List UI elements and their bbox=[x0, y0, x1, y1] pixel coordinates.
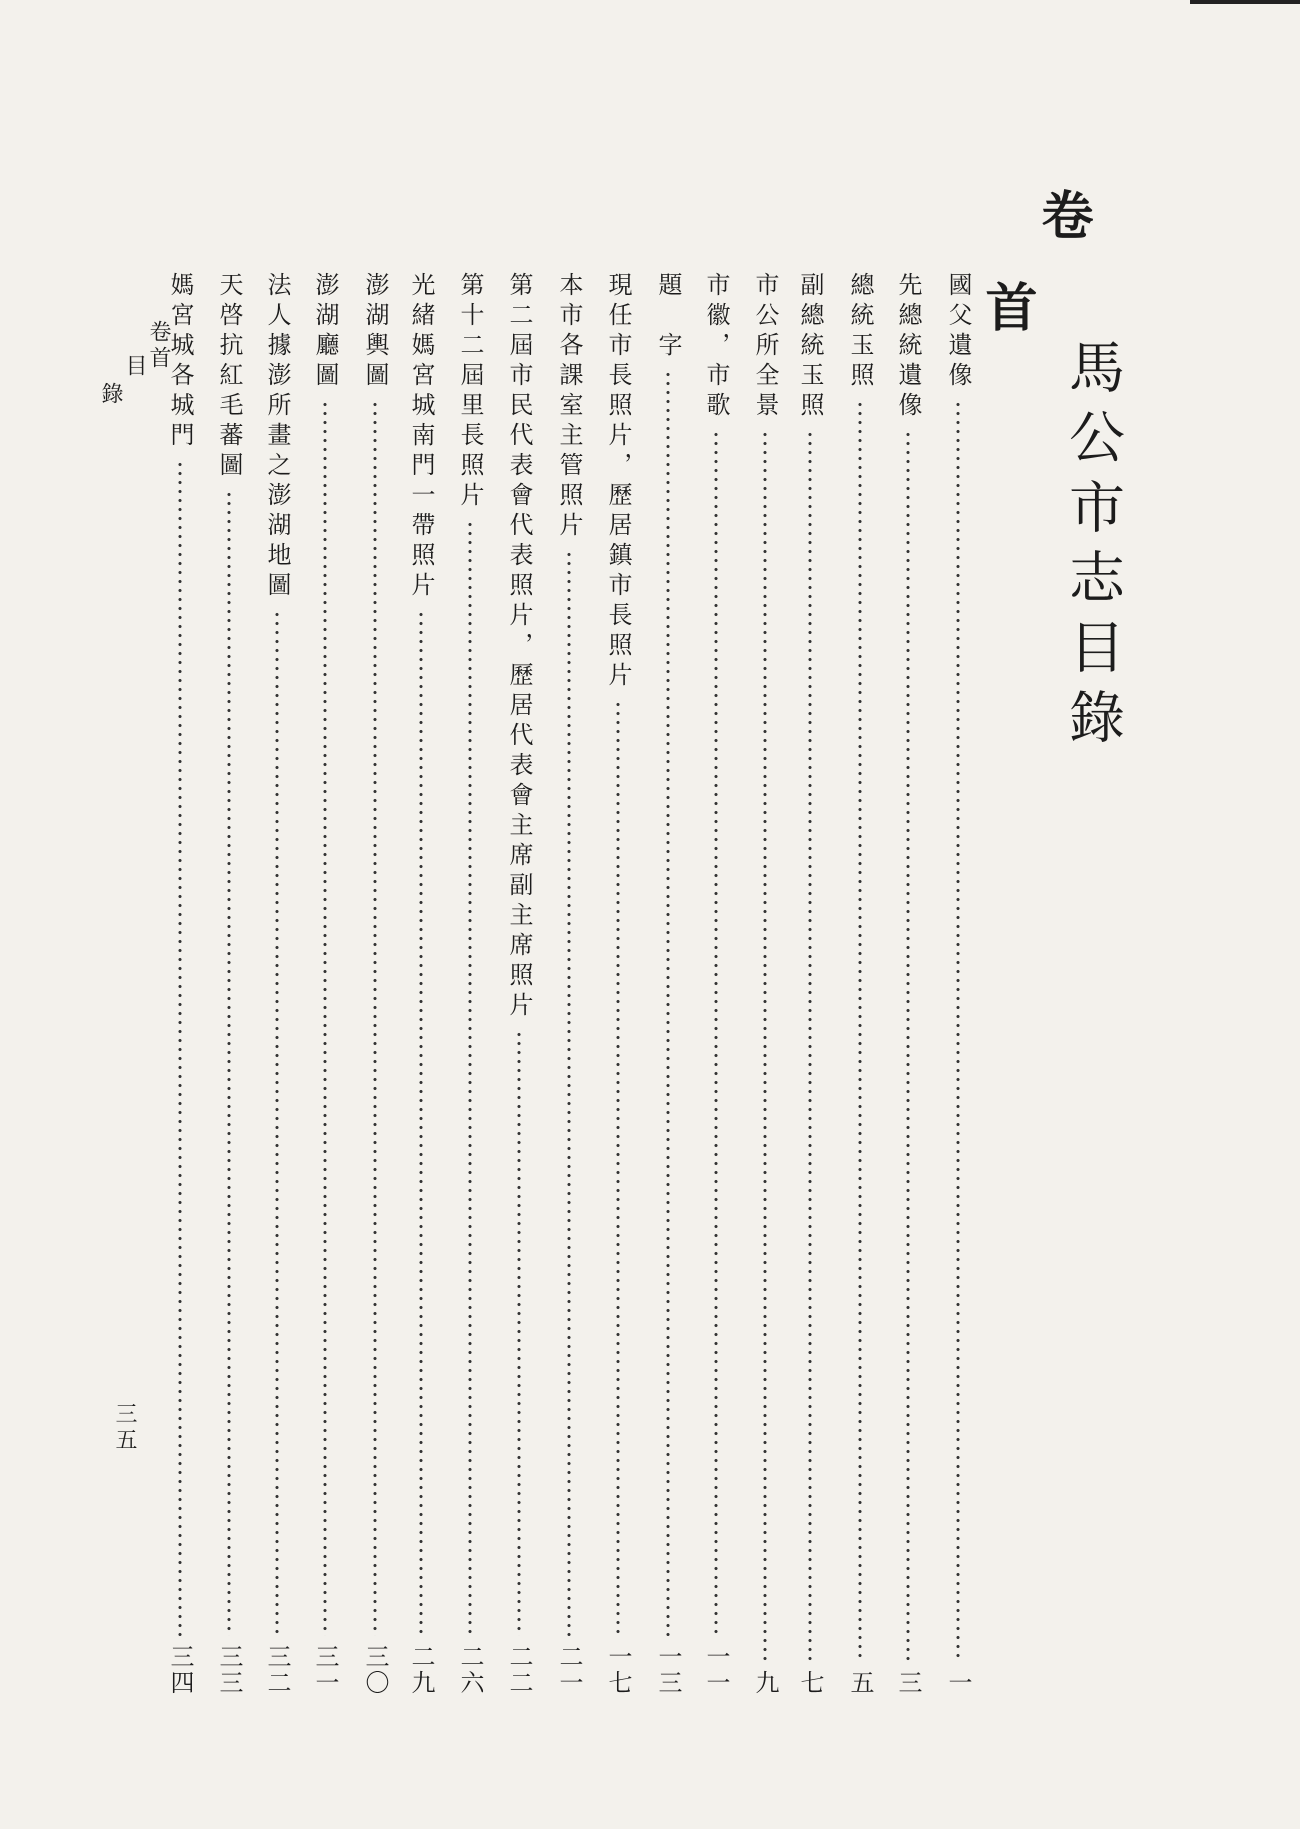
section-title bbox=[976, 188, 1093, 332]
toc-entry bbox=[452, 272, 488, 1696]
toc-entry-title: 澎湖廳圖 bbox=[311, 272, 339, 392]
toc-entry-title: 題 字 bbox=[654, 272, 682, 362]
toc-entry-page: 七 bbox=[796, 1670, 824, 1696]
toc-entry-page: 二二 bbox=[505, 1644, 533, 1696]
toc-entry bbox=[357, 272, 393, 1696]
toc-entry-title: 本市各課室主管照片 bbox=[555, 272, 583, 542]
margin-header-word-1: 目 bbox=[122, 354, 147, 376]
toc-entry-page: 五 bbox=[846, 1670, 874, 1696]
margin-header-word-2: 錄 bbox=[98, 382, 123, 404]
toc-entry bbox=[307, 272, 343, 1696]
toc-entry bbox=[890, 272, 926, 1696]
toc-dot-leader bbox=[323, 400, 327, 1636]
toc-dot-leader bbox=[714, 430, 718, 1636]
toc-entry-title: 澎湖輿圖 bbox=[361, 272, 389, 392]
toc-entry bbox=[403, 272, 439, 1696]
toc-entry-page: 三一 bbox=[311, 1644, 339, 1696]
toc-entry-page: 一七 bbox=[604, 1644, 632, 1696]
toc-entry bbox=[842, 272, 878, 1696]
toc-entry bbox=[211, 272, 247, 1696]
page-edge-line bbox=[1190, 0, 1300, 4]
toc-entry bbox=[747, 272, 783, 1696]
toc-entry bbox=[259, 272, 295, 1696]
toc-entry-title: 國父遺像 bbox=[944, 272, 972, 392]
toc-dot-leader bbox=[227, 490, 231, 1636]
toc-entry-title: 總統玉照 bbox=[846, 272, 874, 392]
toc-entry-title: 光緒媽宮城南門一帶照片 bbox=[407, 272, 435, 602]
section-title-char-1: 卷 bbox=[1032, 188, 1093, 240]
toc-entry-page: 一一 bbox=[702, 1644, 730, 1696]
toc-entry-page: 二六 bbox=[456, 1644, 484, 1696]
toc-entry bbox=[600, 272, 636, 1696]
toc-entry-page: 三四 bbox=[166, 1644, 194, 1696]
toc-dot-leader bbox=[808, 430, 812, 1662]
toc-entry bbox=[698, 272, 734, 1696]
margin-header-section: 卷首 bbox=[146, 320, 171, 372]
toc-dot-leader bbox=[956, 400, 960, 1662]
toc-dot-leader bbox=[373, 400, 377, 1636]
toc-entry-title: 市徽，市歌 bbox=[702, 272, 730, 422]
toc-entry-page: 九 bbox=[751, 1670, 779, 1696]
toc-dot-leader bbox=[567, 550, 571, 1636]
toc-entry-title: 天啓抗紅毛蕃圖 bbox=[215, 272, 243, 482]
page-number: 三五 bbox=[112, 1402, 137, 1454]
toc-entry-title: 法人據澎所畫之澎湖地圖 bbox=[263, 272, 291, 602]
toc-entry-title: 第十二屆里長照片 bbox=[456, 272, 484, 512]
toc-entry bbox=[501, 272, 537, 1696]
toc-dot-leader bbox=[858, 400, 862, 1662]
toc-entry bbox=[940, 272, 976, 1696]
toc-entry-title: 第二屆市民代表會代表照片，歷居代表會主席副主席照片 bbox=[505, 272, 533, 1022]
toc-entry-page: 三三 bbox=[215, 1644, 243, 1696]
toc-dot-leader bbox=[616, 700, 620, 1636]
toc-entry-title: 先總統遺像 bbox=[894, 272, 922, 422]
toc-entry bbox=[551, 272, 587, 1696]
toc-entry-page: 三二 bbox=[263, 1644, 291, 1696]
margin-header bbox=[98, 320, 170, 404]
toc-entry bbox=[792, 272, 828, 1696]
toc-entry-page: 二一 bbox=[555, 1644, 583, 1696]
toc-entry-page: 一 bbox=[944, 1670, 972, 1696]
toc-dot-leader bbox=[763, 430, 767, 1662]
toc-dot-leader bbox=[178, 460, 182, 1636]
toc-entry-page: 三〇 bbox=[361, 1644, 389, 1696]
toc-entry-title: 副總統玉照 bbox=[796, 272, 824, 422]
toc-entry-page: 一三 bbox=[654, 1644, 682, 1696]
toc-entry-title: 媽宮城各城門 bbox=[166, 272, 194, 452]
toc-dot-leader bbox=[666, 370, 670, 1636]
toc-dot-leader bbox=[517, 1030, 521, 1636]
section-title-char-2: 首 bbox=[976, 280, 1037, 332]
toc-entry-page: 二九 bbox=[407, 1644, 435, 1696]
toc-entry-title: 現任市長照片，歷居鎮市長照片 bbox=[604, 272, 632, 692]
toc-dot-leader bbox=[275, 610, 279, 1636]
toc-entry-title: 市公所全景 bbox=[751, 272, 779, 422]
toc-entry-page: 三 bbox=[894, 1670, 922, 1696]
toc-entry bbox=[650, 272, 686, 1696]
toc-dot-leader bbox=[906, 430, 910, 1662]
toc-dot-leader bbox=[468, 520, 472, 1636]
toc-dot-leader bbox=[419, 610, 423, 1636]
book-title: 馬公市志目錄 bbox=[1060, 338, 1125, 758]
toc-entry bbox=[162, 272, 198, 1696]
